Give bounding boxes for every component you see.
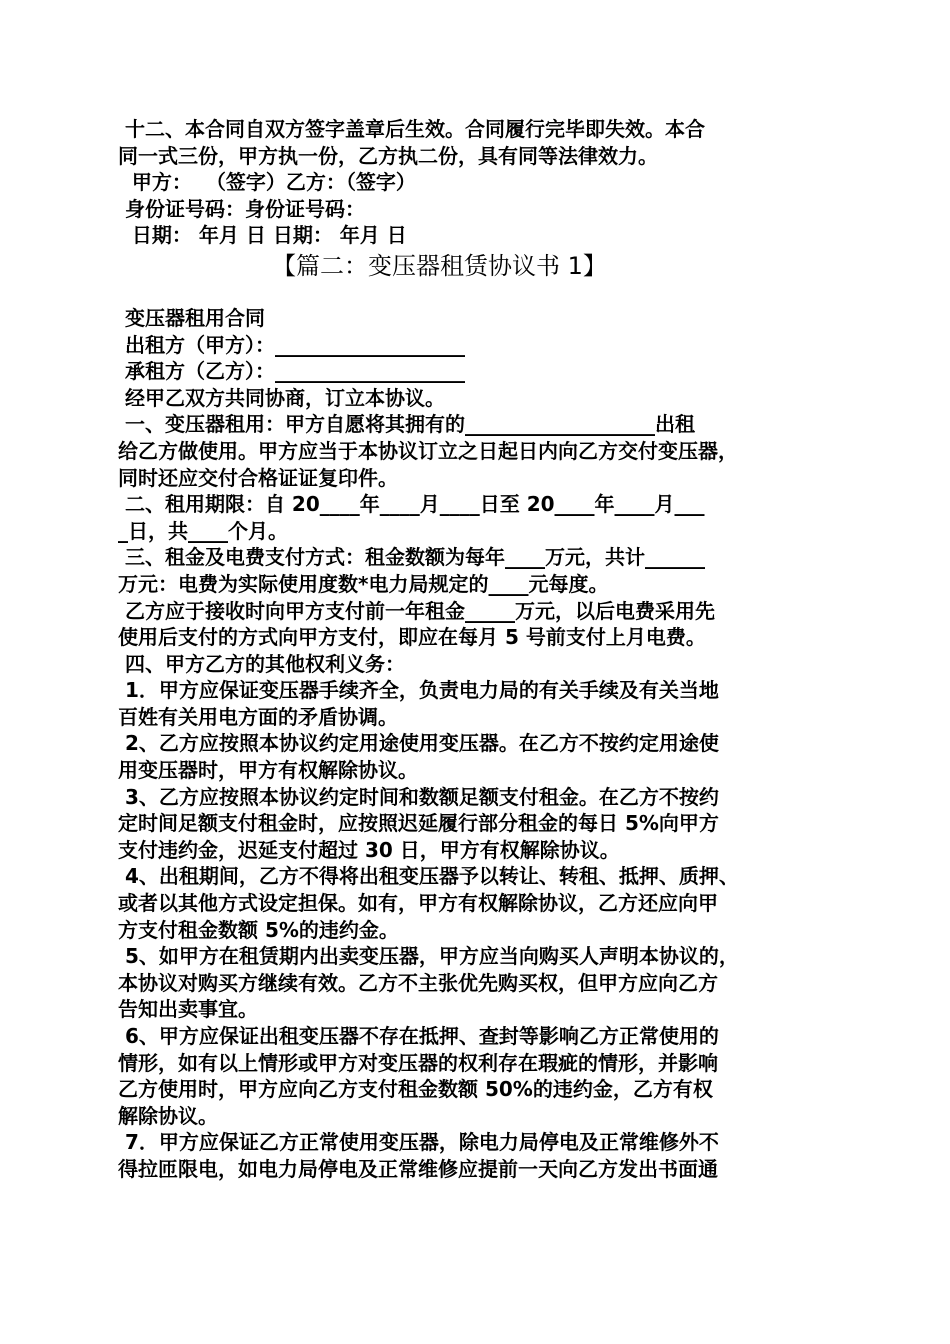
lease-agreement-block xyxy=(118,305,838,1183)
text-line: 经甲乙双方共同协商，订立本协议。 xyxy=(118,385,445,410)
text-line: 四、甲方乙方的其他权利义务： xyxy=(118,651,405,676)
text-line: 告知出卖事宜。 xyxy=(118,997,258,1022)
text-line: _日，共____个月。 xyxy=(118,518,288,543)
text-line: 二、租用期限：自 20____年____月____日至 20____年____月___ xyxy=(118,492,705,517)
text-line: 日期： 年月 日 日期： 年月 日 xyxy=(118,223,407,248)
text-line: 方支付租金数额 5%的违约金。 xyxy=(118,917,399,942)
text-line: 十二、本合同自双方签字盖章后生效。合同履行完毕即失效。本合 xyxy=(118,117,705,141)
text-line: 5、如甲方在租赁期内出卖变压器，甲方应当向购买人声明本协议的， xyxy=(118,944,739,969)
text-line: 用变压器时，甲方有权解除协议。 xyxy=(118,758,418,783)
text-line: 一、变压器租用：甲方自愿将其拥有的___________________出租 xyxy=(118,412,695,437)
text-line: 6、甲方应保证出租变压器不存在抵押、查封等影响乙方正常使用的 xyxy=(118,1024,719,1048)
text-line: 2、乙方应按照本协议约定用途使用变压器。在乙方不按约定用途使 xyxy=(118,731,719,756)
text-line: 7．甲方应保证乙方正常使用变压器，除电力局停电及正常维修外不 xyxy=(118,1130,719,1155)
text-line: 支付违约金，迟延支付超过 30 日，甲方有权解除协议。 xyxy=(118,837,620,862)
text-line: 定时间足额支付租金时，应按照迟延履行部分租金的每日 5%向甲方 xyxy=(118,811,719,836)
text-line: 三、租金及电费支付方式：租金数额为每年____万元，共计______ xyxy=(118,545,705,570)
text-line: 解除协议。 xyxy=(118,1103,218,1128)
text-line: 或者以其他方式设定担保。如有，甲方有权解除协议，乙方还应向甲 xyxy=(118,891,718,916)
text-line: 甲方： （签字）乙方：（签字） xyxy=(118,170,416,195)
text-line: 本协议对购买方继续有效。乙方不主张优先购买权，但甲方应向乙方 xyxy=(118,970,718,995)
text-line: 得拉匝限电，如电力局停电及正常维修应提前一天向乙方发出书面通 xyxy=(118,1156,718,1181)
text-line: 使用后支付的方式向甲方支付，即应在每月 5 号前支付上月电费。 xyxy=(118,625,706,650)
text-line: 情形，如有以上情形或甲方对变压器的权利存在瑕疵的情形，并影响 xyxy=(118,1050,718,1075)
text-line: 承租方（乙方）：___________________ xyxy=(118,359,465,384)
text-line: 乙方应于接收时向甲方支付前一年租金_____万元，以后电费采用先 xyxy=(118,598,715,623)
text-line: 1．甲方应保证变压器手续齐全，负责电力局的有关手续及有关当地 xyxy=(118,678,719,703)
text-line: 同一式三份，甲方执一份，乙方执二份，具有同等法律效力。 xyxy=(118,143,658,168)
text-line: 百姓有关用电方面的矛盾协调。 xyxy=(118,704,398,729)
text-line: 给乙方做使用。甲方应当于本协议订立之日起日内向乙方交付变压器， xyxy=(118,438,738,463)
text-line: 万元：电费为实际使用度数*电力局规定的____元每度。 xyxy=(118,571,609,596)
text-line: 同时还应交付合格证证复印件。 xyxy=(118,465,398,490)
text-line: 4、出租期间，乙方不得将出租变压器予以转让、转租、抵押、质押、 xyxy=(118,864,739,889)
contract-end-block xyxy=(118,116,838,249)
text-line: 出租方（甲方）：___________________ xyxy=(118,332,465,357)
section-title: 【篇二：变压器租赁协议书 1】 xyxy=(272,251,607,280)
text-line: 身份证号码：身份证号码： xyxy=(118,196,365,221)
text-line: 乙方使用时，甲方应向乙方支付租金数额 50%的违约金，乙方有权 xyxy=(118,1077,713,1102)
text-line: 3、乙方应按照本协议约定时间和数额足额支付租金。在乙方不按约 xyxy=(118,784,719,809)
text-line: 变压器租用合同 xyxy=(118,305,265,330)
document-body xyxy=(118,116,838,1183)
